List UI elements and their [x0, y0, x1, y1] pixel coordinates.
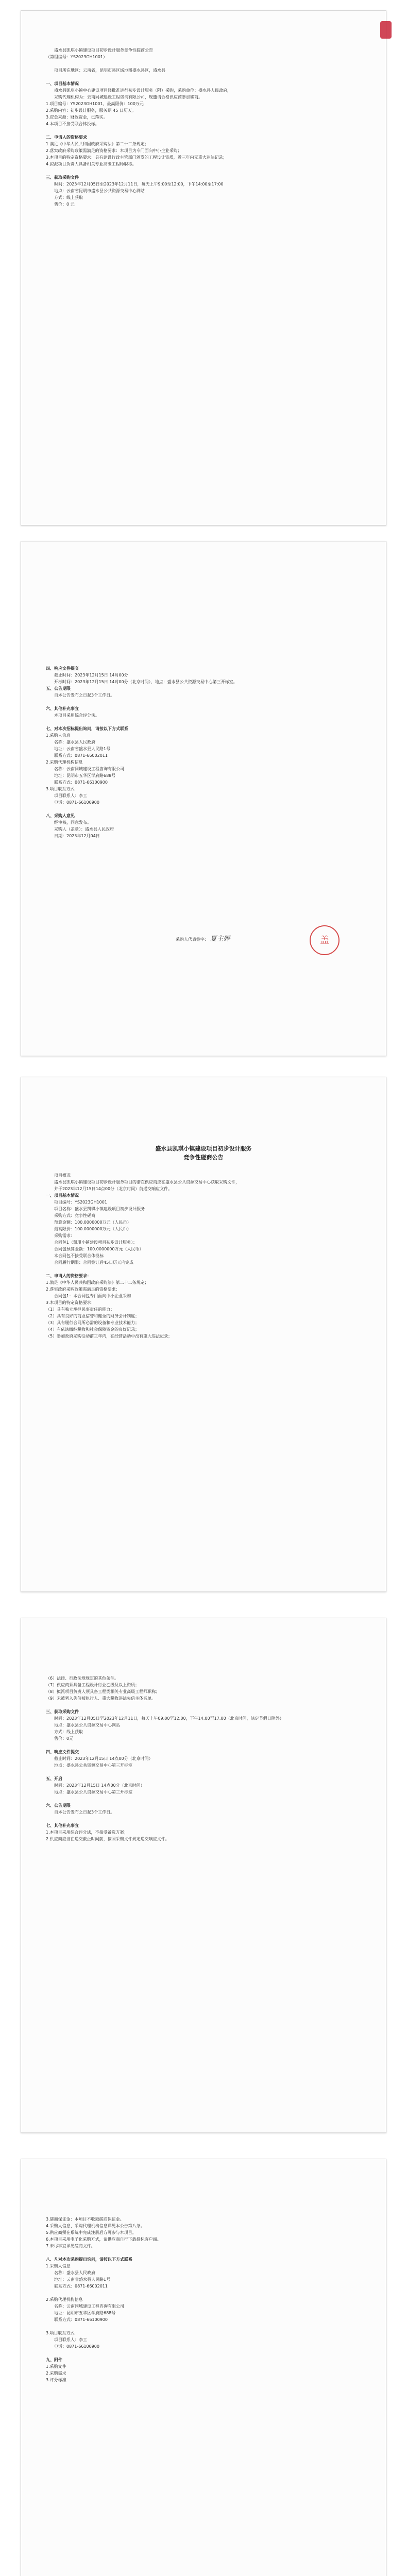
text-line: 4.本项目不接受联合体投标。	[46, 122, 99, 126]
text-line: 合同包预算金额：100.0000000万元（人民币）	[54, 1247, 144, 1251]
text-line: 2.采购需求	[46, 2371, 66, 2376]
text-line: 3.资金来源：财政资金，已落实。	[46, 115, 108, 120]
text-line: 项目概况	[54, 1173, 71, 1178]
official-stamp	[310, 925, 340, 955]
text-line: 采购人（盖章）：盛水县人民政府	[54, 827, 114, 832]
text-line: 3.磋商保证金：本项目不收取磋商保证金。	[46, 2217, 124, 2222]
text-line: 五、公告期限	[46, 686, 71, 691]
text-line	[46, 1795, 361, 1802]
text-line: 2.落实政府采购政策需满足的资格要求：本项目为专门面向中小企业采购；	[46, 148, 182, 153]
text-line: 项目名称：盛水县凯琪小镇建设项目初步设计服务	[54, 1207, 145, 1211]
text-line: 1.满足《中华人民共和国政府采购法》第二十二条规定；	[46, 142, 149, 146]
text-line: 方式：线上获取	[54, 1730, 83, 1734]
text-line: 3.项目联系方式	[46, 2331, 75, 2335]
text-line: 电话：0871-66100900	[54, 2344, 99, 2349]
text-line: 项目联系人：李工	[54, 793, 87, 798]
text-line: 6.本项目采用电子化采购方式，请供应商自行下载投标客户端。	[46, 2237, 161, 2242]
text-line: （第组编号：YS2023GH1001）	[46, 55, 107, 59]
text-line: 二、申请人的资格要求	[46, 135, 87, 140]
notice-subtitle: 竞争性磋商公告	[183, 1154, 224, 1161]
text-line: 地点：盛水县公共资源交易中心第三开标室	[54, 1790, 132, 1794]
text-line: 六、公告期限	[46, 1803, 71, 1808]
text-line: 1.采购文件	[46, 2364, 66, 2369]
red-tab-marker	[380, 21, 392, 39]
text-line: 截止时间：2023年12月15日 14时00分	[54, 673, 128, 677]
text-line: 八、采购人意见	[46, 814, 75, 818]
text-line: 联系方式：0871-66100900	[54, 780, 108, 785]
text-line: 3.本项目的特定资格要求：	[46, 1300, 95, 1305]
text-line	[46, 806, 361, 812]
signature: 夏主婷	[210, 935, 230, 943]
text-line	[46, 60, 361, 67]
text-line: 经审核，同意发布。	[54, 820, 91, 825]
text-line: 采购方式：竞争性磋商	[54, 1213, 95, 1218]
text-line: 电话：0871-66100900	[54, 800, 99, 805]
text-line: 1.本项目采用综合评分法，不接受备选方案；	[46, 1830, 128, 1835]
text-line: 七、对本次招标提出询问，请按以下方式联系	[46, 726, 128, 731]
text-line: 地点：盛水县公共资源交易中心第三开标室	[54, 1763, 132, 1768]
text-line: 时间：2023年12月05日至2023年12月11日，每天上午09:00至12:00，下午14:00至17:00（北京时间，法定节假日除外）	[54, 1716, 284, 1721]
text-line: 采购代理机构为：云南同城建设工程咨询有限公司，现邀请合格供应商参加磋商。	[54, 95, 202, 99]
document-page-3	[21, 1077, 386, 1592]
text-line	[46, 1702, 361, 1708]
text-line: 1.项目编号：YS2023GH1001，最高限价：100万元	[46, 101, 144, 106]
text-line: 名称：盛水县人民政府	[54, 2270, 95, 2275]
text-line: 采购需求：	[54, 1233, 75, 1238]
text-line: 项目编号：YS2023GH1001	[54, 1200, 107, 1205]
text-line	[46, 2290, 361, 2296]
text-line: 名称：盛水县人民政府	[54, 740, 95, 744]
stamp-text: 盖	[320, 935, 329, 946]
text-line	[46, 127, 361, 134]
text-line: （5）参加政府采购活动前三年内，在经营活动中没有重大违法记录；	[46, 1334, 173, 1338]
text-line: 2.采购代理机构信息	[46, 760, 83, 765]
text-line: 四、响应文件提交	[46, 1750, 79, 1754]
text-line: 项目联系人：李工	[54, 2337, 87, 2342]
text-line: 三、获取采购文件	[46, 1709, 79, 1714]
text-line: 截止时间：2023年12月15日 14点00分（北京时间）	[54, 1756, 153, 1761]
page-2-body	[46, 541, 361, 839]
text-line: 自本公告发布之日起3个工作日。	[54, 1810, 115, 1815]
text-line: 售价：0元	[54, 1736, 74, 1741]
text-line: 4.采购人信息、采购代理机构信息详见本公告第八条。	[46, 2224, 145, 2228]
text-line: 5.供应商须在系统中完成注册后方可参与本项目。	[46, 2230, 137, 2235]
text-line: 时间：2023年12月15日 14点00分（北京时间）	[54, 1783, 145, 1788]
text-line: 地点：盛水县公共资源交易中心网站	[54, 1723, 120, 1727]
text-line: （2）具有良好的商业信誉和健全的财务会计制度；	[46, 1314, 140, 1318]
page-4-body	[46, 1618, 361, 1842]
text-line	[46, 2323, 361, 2330]
text-line: 合同包1：本合同包专门面向中小企业采购	[54, 1294, 131, 1298]
text-line: 1.采购人信息	[46, 2264, 71, 2268]
text-line: 一、项目基本情况	[46, 81, 79, 86]
page-5-body	[46, 2159, 361, 2383]
text-line: 地点：云南省昆明市盛水县公共资源交易中心网站	[54, 189, 145, 193]
text-line: 名称：云南同城建设工程咨询有限公司	[54, 2304, 124, 2309]
text-line	[46, 699, 361, 705]
text-line: 项目所在地区：云南省，昆明市县区域地图盛水县区，盛水县	[54, 68, 165, 73]
text-line	[46, 2249, 361, 2256]
text-line: 联系方式：0871-66002011	[54, 753, 108, 758]
text-line: 地址：昆明市五华区学府路688号	[54, 773, 116, 778]
text-line: 五、开启	[46, 1776, 62, 1781]
text-line: （7）供应商须具备工程设计行业乙级及以上资质；	[46, 1683, 140, 1687]
text-line: 九、附件	[46, 2358, 62, 2362]
text-line: 方式：线上获取	[54, 195, 83, 200]
text-line: 名称：云南同城建设工程咨询有限公司	[54, 767, 124, 771]
text-line: 时间：2023年12月05日至2023年12月11日，每天上午9:00至12:00，下午14:00至17:00	[54, 182, 224, 187]
text-line: 联系方式：0871-66100900	[54, 2317, 108, 2322]
text-line: 盛水县凯琪小镇建设项目初步设计服务项目的潜在供应商应在盛水县公共资源交易中心获取采购文件，	[54, 1180, 240, 1184]
text-line: 一、项目基本情况	[46, 1193, 79, 1198]
text-line: 八、凡对本次采购提出询问，请按以下方式联系	[46, 2257, 132, 2262]
text-line: 地址：昆明市五华区学府路688号	[54, 2311, 116, 2315]
text-line: 2.供应商应当在递交截止时间前，按照采购文件规定递交响应文件。	[46, 1837, 169, 1841]
text-line: 六、其他补充事宜	[46, 706, 79, 711]
text-line: 地址：云南省盛水县人民路1号	[54, 747, 111, 751]
text-line	[46, 2350, 361, 2357]
text-line: 合同包1（凯琪小镇建设项目初步设计服务）：	[54, 1240, 138, 1245]
text-line: 3.本项目的特定资格要求：具有建设行政主管部门颁发的工程设计资质，近三年内无重大违法记录；	[46, 155, 227, 160]
text-line: 自本公告发布之日起3个工作日。	[54, 693, 115, 698]
text-line: 本合同包不接受联合体投标	[54, 1253, 104, 1258]
text-line: 联系方式：0871-66002011	[54, 2284, 108, 2289]
text-line: 7.未尽事宜详见磋商文件。	[46, 2244, 95, 2248]
text-line: （4）有依法缴纳税收和社会保障资金的良好记录；	[46, 1327, 140, 1332]
page-3-body	[46, 1162, 361, 1340]
text-line: 售价：0 元	[54, 202, 75, 207]
text-line: 并于2023年12月15日14点00分（北京时间）前递交响应文件。	[54, 1187, 173, 1191]
text-line	[46, 719, 361, 725]
text-line: 四、响应文件提交	[46, 666, 79, 671]
text-line: 3.项目联系方式	[46, 787, 75, 791]
text-line: 预算金额：100.0000000万元（人民币）	[54, 1220, 131, 1225]
text-line: （6）法律、行政法规规定的其他条件。	[46, 1676, 119, 1681]
text-line	[46, 1816, 361, 1822]
text-line: 1.满足《中华人民共和国政府采购法》第二十二条规定；	[46, 1280, 149, 1285]
notice-title: 盛水县凯琪小镇建设项目初步设计服务	[155, 1145, 252, 1152]
document-page-4	[21, 1618, 386, 2133]
text-line: （9）未被列入失信被执行人、重大税收违法失信主体名单。	[46, 1696, 156, 1701]
document-page-1	[21, 10, 386, 526]
text-line: 开标时间：2023年12月15日 14时00分（北京时间），地点：盛水县公共资源交易中心第三开标室。	[54, 680, 238, 684]
text-line: 2.采购代理机构信息	[46, 2297, 83, 2302]
text-line: 三、获取采购文件	[46, 175, 79, 180]
text-line	[46, 167, 361, 174]
text-line: 1.采购人信息	[46, 733, 71, 738]
text-line: 最高限价：100.0000000万元（人民币）	[54, 1227, 131, 1231]
document-page-5	[21, 2159, 386, 2576]
text-line	[46, 1769, 361, 1775]
signature-label: 采购人代表签字：	[176, 937, 209, 942]
text-line: （1）具有独立承担民事责任的能力；	[46, 1307, 115, 1312]
text-line: 本项目采用综合评分法。	[54, 713, 99, 718]
text-line: 合同履行期限：合同签订后45日历天内完成	[54, 1260, 134, 1265]
text-line: （3）具有履行合同所必需的设备和专业技术能力；	[46, 1320, 140, 1325]
signature-block	[176, 933, 230, 943]
text-line: 2.采购内容：初步设计服务，服务期 45 日历天。	[46, 108, 136, 113]
text-line: 盛水县凯琪小镇建设项目初步设计服务竞争性磋商公告	[54, 48, 153, 53]
text-line	[46, 74, 361, 80]
text-line: 2.落实政府采购政策需满足的资格要求：	[46, 1287, 120, 1292]
text-line: 地址：云南省盛水县人民路1号	[54, 2277, 111, 2282]
text-line: （8）拟派项目负责人须具备工程类相关专业高级工程师职称；	[46, 1689, 160, 1694]
page-1-body	[46, 11, 361, 208]
document-page-2	[21, 541, 386, 1056]
text-line: 4.拟派项目负责人具备相关专业高级工程师职称。	[46, 162, 137, 166]
text-line: 盛水县凯琪小镇中心建设项目经批准进行初步设计服务（附）采购，采购单位：盛水县人民政府，	[54, 88, 231, 93]
text-line	[46, 1266, 361, 1273]
text-line: 二、申请人的资格要求：	[46, 1274, 91, 1278]
text-line: 七、其他补充事宜	[46, 1823, 79, 1828]
text-line: 日期：2023年12月04日	[54, 834, 100, 838]
text-line	[46, 1742, 361, 1749]
text-line: 3.评分标准	[46, 2378, 66, 2382]
